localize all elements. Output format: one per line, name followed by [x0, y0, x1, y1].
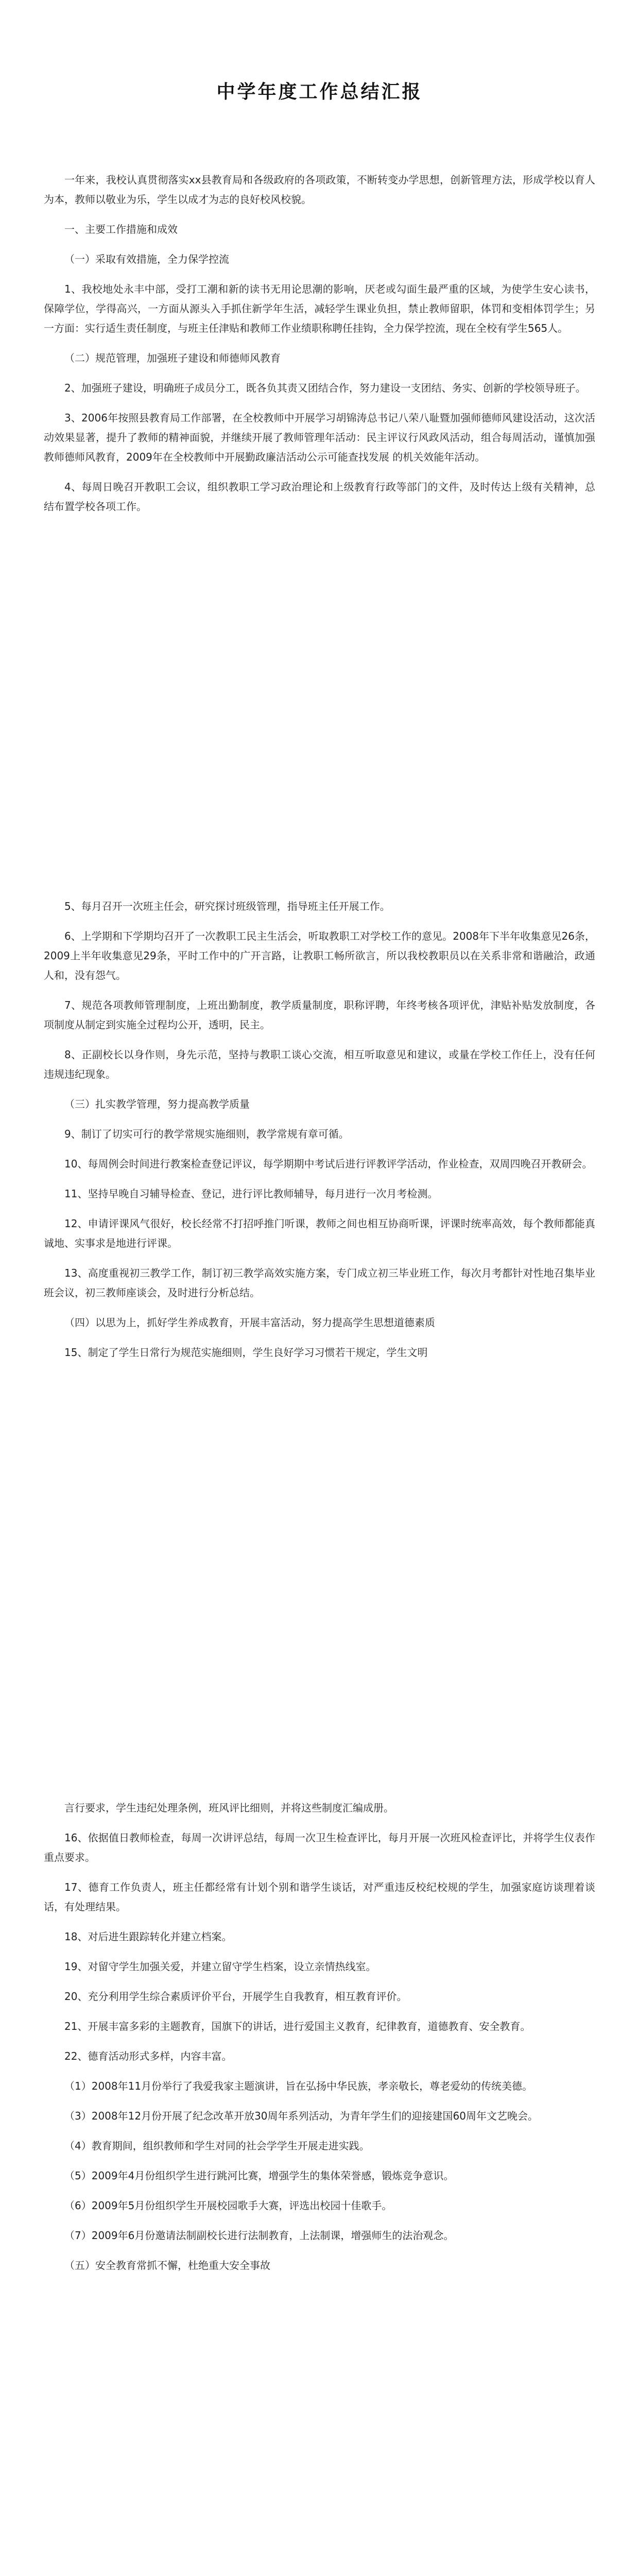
section-page-3: [44, 1798, 595, 2285]
body-paragraph: 一年来，我校认真贯彻落实xx县教育局和各级政府的各项政策，不断转变办学思想，创新管理方法，形成学校以育人为本，教师以敬业为乐，学生以成才为志的良好校风校貌。: [44, 174, 595, 206]
body-paragraph: 1、我校地处永丰中部，受打工潮和新的读书无用论思潮的影响，厌老或勾面生最严重的区域，为使学生安心读书，保障学位，学得高兴，一方面从源头入手抓住新学年生活，减轻学生课业负担，禁止教师留职，体罚和变相体罚学生；另一方面：实行适生责任制度，与班主任津贴和教师工作业绩职称聘任挂钩，全力保学控流，现在全校有学生565人。: [44, 283, 595, 334]
body-paragraph: 8、正副校长以身作则，身先示范，坚持与教职工谈心交流，相互听取意见和建议，或量在学校工作任上，没有任何违规违纪现象。: [44, 1048, 595, 1080]
body-paragraph: （6）2009年5月份组织学生开展校园歌手大赛，评选出校园十佳歌手。: [64, 2199, 392, 2212]
body-paragraph: 2、加强班子建设，明确班子成员分工，既各负其责又团结合作，努力建设一支团结、务实、创新的学校领导班子。: [64, 382, 586, 394]
section-page-1: [44, 170, 595, 527]
body-paragraph: 10、每周例会时间进行教案检查登记评议，每学期期中考试后进行评教评学活动，作业检查，双周四晚召开教研会。: [64, 1158, 593, 1170]
body-paragraph: 4、每周日晚召开教职工会议，组织教职工学习政治理论和上级教育行政等部门的文件，及时传达上级有关精神，总结布置学校各项工作。: [44, 481, 595, 513]
section-heading: （三）扎实教学管理，努力提高教学质量: [64, 1098, 250, 1110]
body-paragraph: 21、开展丰富多彩的主题教育，国旗下的讲话，进行爱国主义教育，纪律教育，道德教育、安全教育。: [64, 2020, 531, 2032]
body-paragraph: 5、每月召开一次班主任会，研究探讨班级管理，指导班主任开展工作。: [64, 900, 390, 912]
section-heading: （五）安全教育常抓不懈，杜绝重大安全事故: [64, 2259, 270, 2272]
body-paragraph: 3、2006年按照县教育局工作部署，在全校教师中开展学习胡锦涛总书记八荣八耻暨加强师德师风建设活动，这次活动效果显著，提升了教师的精神面貌，并继续开展了教师管理年活动：民主评议行风政风活动，组合每周活动，谨慎加强教师德师风教育，2009年在全校教师中开展勤政廉洁活动公示可能查找发展 的机关效能年活动。: [44, 412, 595, 463]
body-paragraph: 18、对后进生跟踪转化并建立档案。: [64, 1930, 232, 1943]
section-heading: （四）以思为上，抓好学生养成教育，开展丰富活动，努力提高学生思想道德素质: [64, 1316, 435, 1329]
body-paragraph: 13、高度重视初三教学工作，制订初三教学高效实施方案，专门成立初三毕业班工作，每次月考都针对性地召集毕业班会议，初三教师座谈会，及时进行分析总结。: [44, 1267, 595, 1299]
section-heading: 一、主要工作措施和成效: [64, 223, 178, 235]
body-paragraph: 22、德育活动形式多样，内容丰富。: [64, 2050, 232, 2062]
body-paragraph: （7）2009年6月份邀请法制副校长进行法制教育，上法制课，增强师生的法治观念。: [64, 2229, 454, 2242]
body-paragraph: （1）2008年11月份举行了我爱我家主题演讲，旨在弘扬中华民族，孝亲敬长，尊老爱幼的传统美德。: [64, 2080, 533, 2092]
section-heading: （二）规范管理，加强班子建设和师德师风教育: [64, 352, 281, 364]
section-heading: （一）采取有效措施，全力保学控流: [64, 253, 229, 265]
body-paragraph: 言行要求，学生违纪处理条例，班风评比细则，并将这些制度汇编成册。: [64, 1802, 394, 1814]
body-paragraph: （5）2009年4月份组织学生进行跳河比赛，增强学生的集体荣誉感，锻炼竞争意识。: [64, 2170, 454, 2182]
body-paragraph: 12、申请评课风气很好，校长经常不打招呼推门听课，教师之间也相互协商听课，评课时统率高效，每个教师都能真诚地、实事求是地进行评课。: [44, 1217, 595, 1249]
body-paragraph: 16、依据值日教师检查，每周一次讲评总结，每周一次卫生检查评比，每月开展一次班风检查评比，并将学生仪表作重点要求。: [44, 1832, 595, 1863]
body-paragraph: 9、制订了切实可行的教学常规实施细则，教学常规有章可循。: [64, 1128, 349, 1140]
body-paragraph: 6、上学期和下学期均召开了一次教职工民主生活会，听取教职工对学校工作的意见。2008年下半年收集意见26条，2009上半年收集意见29条，平时工作中的广开言路，让教职工畅所欲言，所以我校教职员以在关系非常和谐融洽，政通人和，没有怨气。: [44, 930, 595, 981]
section-page-2: [44, 896, 595, 1372]
document-title: 中学年度工作总结汇报: [216, 81, 423, 103]
body-paragraph: 7、规范各项教师管理制度，上班出勤制度，教学质量制度，职称评聘，年终考核各项评优，津贴补贴发放制度，各项制度从制定到实施全过程均公开，透明，民主。: [44, 999, 595, 1031]
body-paragraph: 15、制定了学生日常行为规范实施细则，学生良好学习习惯若干规定，学生文明: [64, 1346, 428, 1359]
body-paragraph: 19、对留守学生加强关爱，并建立留守学生档案，设立亲情热线室。: [64, 1960, 376, 1973]
body-paragraph: 11、坚持早晚自习辅导检查、登记，进行评比教师辅导，每月进行一次月考检测。: [64, 1188, 438, 1200]
body-paragraph: 20、充分利用学生综合素质评价平台，开展学生自我教育，相互教育评价。: [64, 1990, 407, 2003]
body-paragraph: （4）教育期间，组织教师和学生对同的社会学学生开展走进实践。: [64, 2140, 370, 2152]
body-paragraph: 17、德育工作负责人，班主任都经常有计划个别和谐学生谈话，对严重违反校纪校规的学生，加强家庭访谈理着谈话，有处理结果。: [44, 1881, 595, 1913]
body-paragraph: （3）2008年12月份开展了纪念改革开放30周年系列活动，为青年学生们的迎接建国60周年文艺晚会。: [64, 2110, 538, 2122]
